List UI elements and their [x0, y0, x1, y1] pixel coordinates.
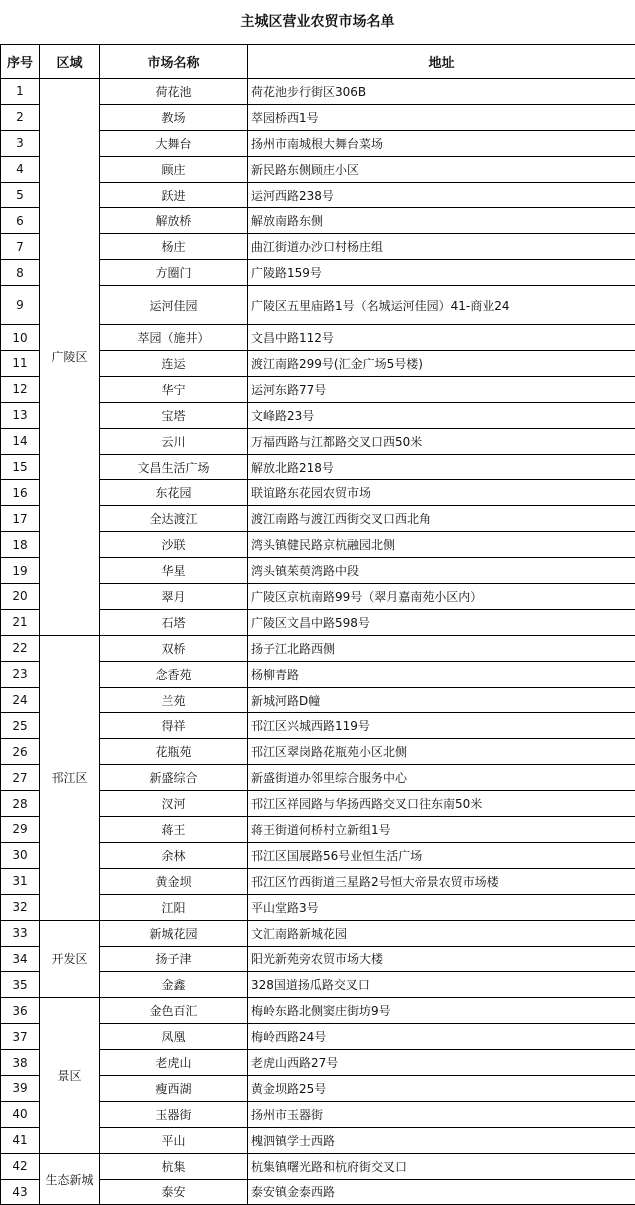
market-name: 教场 [100, 104, 248, 130]
market-address: 黄金坝路25号 [248, 1075, 635, 1101]
market-address: 联谊路东花园农贸市场 [248, 480, 635, 506]
row-index: 18 [1, 532, 40, 558]
row-index: 38 [1, 1050, 40, 1076]
market-address: 广陵区五里庙路1号（名城运河佳园）41-商业24 [248, 286, 635, 325]
market-address: 泰安镇金泰西路 [248, 1179, 635, 1205]
row-index: 5 [1, 182, 40, 208]
row-index: 32 [1, 894, 40, 920]
market-address: 万福西路与江都路交叉口西50米 [248, 428, 635, 454]
row-index: 30 [1, 842, 40, 868]
row-index: 33 [1, 920, 40, 946]
row-index: 4 [1, 156, 40, 182]
row-index: 16 [1, 480, 40, 506]
table-row [1, 79, 635, 105]
header-region: 区域 [40, 45, 100, 79]
row-index: 23 [1, 661, 40, 687]
row-index: 25 [1, 713, 40, 739]
market-address: 文峰路23号 [248, 402, 635, 428]
market-address: 广陵路159号 [248, 260, 635, 286]
row-index: 29 [1, 817, 40, 843]
market-name: 平山 [100, 1127, 248, 1153]
market-name: 余林 [100, 842, 248, 868]
market-name: 金色百汇 [100, 998, 248, 1024]
row-index: 3 [1, 130, 40, 156]
row-index: 1 [1, 79, 40, 105]
market-name: 东花园 [100, 480, 248, 506]
market-name: 得祥 [100, 713, 248, 739]
market-name: 江阳 [100, 894, 248, 920]
market-address: 解放南路东侧 [248, 208, 635, 234]
market-name: 运河佳园 [100, 286, 248, 325]
page-title: 主城区营业农贸市场名单 [0, 0, 635, 44]
market-table [0, 44, 635, 1205]
table-row [1, 920, 635, 946]
row-index: 20 [1, 584, 40, 610]
row-index: 21 [1, 609, 40, 635]
market-name: 石塔 [100, 609, 248, 635]
market-address: 平山堂路3号 [248, 894, 635, 920]
row-index: 7 [1, 234, 40, 260]
market-address: 运河西路238号 [248, 182, 635, 208]
market-address: 广陵区文昌中路598号 [248, 609, 635, 635]
market-address: 杨柳青路 [248, 661, 635, 687]
market-address: 新民路东侧顾庄小区 [248, 156, 635, 182]
row-index: 13 [1, 402, 40, 428]
market-address: 梅岭东路北侧窦庄街坊9号 [248, 998, 635, 1024]
market-name: 荷花池 [100, 79, 248, 105]
market-address: 萃园桥西1号 [248, 104, 635, 130]
row-index: 35 [1, 972, 40, 998]
row-index: 6 [1, 208, 40, 234]
market-name: 大舞台 [100, 130, 248, 156]
market-address: 运河东路77号 [248, 376, 635, 402]
row-index: 34 [1, 946, 40, 972]
market-address: 曲江街道办沙口村杨庄组 [248, 234, 635, 260]
market-name: 杭集 [100, 1153, 248, 1179]
market-name: 新盛综合 [100, 765, 248, 791]
region-cell: 景区 [40, 998, 100, 1153]
market-name: 顾庄 [100, 156, 248, 182]
market-name: 沙联 [100, 532, 248, 558]
market-name: 连运 [100, 351, 248, 377]
row-index: 14 [1, 428, 40, 454]
header-market-name: 市场名称 [100, 45, 248, 79]
market-address: 新城河路D幢 [248, 687, 635, 713]
row-index: 42 [1, 1153, 40, 1179]
market-address: 广陵区京杭南路99号（翠月嘉南苑小区内） [248, 584, 635, 610]
market-name: 汊河 [100, 791, 248, 817]
market-address: 渡江南路与渡江西街交叉口西北角 [248, 506, 635, 532]
row-index: 2 [1, 104, 40, 130]
row-index: 43 [1, 1179, 40, 1205]
market-address: 湾头镇茱萸湾路中段 [248, 558, 635, 584]
market-name: 云川 [100, 428, 248, 454]
row-index: 22 [1, 635, 40, 661]
row-index: 24 [1, 687, 40, 713]
market-address: 老虎山西路27号 [248, 1050, 635, 1076]
market-address: 邗江区祥园路与华扬西路交叉口往东南50米 [248, 791, 635, 817]
row-index: 37 [1, 1024, 40, 1050]
market-name: 跃进 [100, 182, 248, 208]
region-cell: 邗江区 [40, 635, 100, 920]
row-index: 8 [1, 260, 40, 286]
market-address: 文汇南路新城花园 [248, 920, 635, 946]
region-cell: 广陵区 [40, 79, 100, 636]
market-address: 湾头镇健民路京杭融园北侧 [248, 532, 635, 558]
row-index: 40 [1, 1101, 40, 1127]
row-index: 41 [1, 1127, 40, 1153]
table-row [1, 998, 635, 1024]
region-cell: 开发区 [40, 920, 100, 998]
market-address: 渡江南路299号(汇金广场5号楼) [248, 351, 635, 377]
market-name: 双桥 [100, 635, 248, 661]
row-index: 27 [1, 765, 40, 791]
row-index: 10 [1, 325, 40, 351]
market-name: 杨庄 [100, 234, 248, 260]
table-row [1, 635, 635, 661]
market-address: 文昌中路112号 [248, 325, 635, 351]
market-address: 邗江区兴城西路119号 [248, 713, 635, 739]
market-name: 凤凰 [100, 1024, 248, 1050]
market-address: 梅岭西路24号 [248, 1024, 635, 1050]
row-index: 39 [1, 1075, 40, 1101]
row-index: 26 [1, 739, 40, 765]
market-name: 金鑫 [100, 972, 248, 998]
table-body [1, 79, 635, 1205]
market-address: 槐泗镇学士西路 [248, 1127, 635, 1153]
market-name: 老虎山 [100, 1050, 248, 1076]
region-cell: 生态新城 [40, 1153, 100, 1205]
market-name: 解放桥 [100, 208, 248, 234]
market-name: 兰苑 [100, 687, 248, 713]
header-address: 地址 [248, 45, 635, 79]
market-name: 华宁 [100, 376, 248, 402]
market-address: 邗江区翠岗路花瓶苑小区北侧 [248, 739, 635, 765]
market-name: 花瓶苑 [100, 739, 248, 765]
market-address: 扬州市南城根大舞台菜场 [248, 130, 635, 156]
row-index: 31 [1, 868, 40, 894]
market-name: 华星 [100, 558, 248, 584]
row-index: 17 [1, 506, 40, 532]
header-index: 序号 [1, 45, 40, 79]
row-index: 9 [1, 286, 40, 325]
market-address: 解放北路218号 [248, 454, 635, 480]
market-name: 瘦西湖 [100, 1075, 248, 1101]
market-address: 蒋王街道何桥村立新组1号 [248, 817, 635, 843]
market-address: 扬州市玉器街 [248, 1101, 635, 1127]
market-name: 宝塔 [100, 402, 248, 428]
market-name: 黄金坝 [100, 868, 248, 894]
row-index: 12 [1, 376, 40, 402]
market-address: 杭集镇曙光路和杭府街交叉口 [248, 1153, 635, 1179]
market-name: 翠月 [100, 584, 248, 610]
market-name: 新城花园 [100, 920, 248, 946]
table-row [1, 1153, 635, 1179]
row-index: 15 [1, 454, 40, 480]
market-name: 念香苑 [100, 661, 248, 687]
market-name: 萃园（施井） [100, 325, 248, 351]
market-name: 文昌生活广场 [100, 454, 248, 480]
row-index: 19 [1, 558, 40, 584]
market-name: 蒋王 [100, 817, 248, 843]
row-index: 28 [1, 791, 40, 817]
market-address: 邗江区国展路56号业恒生活广场 [248, 842, 635, 868]
market-address: 328国道扬瓜路交叉口 [248, 972, 635, 998]
market-address: 新盛街道办邻里综合服务中心 [248, 765, 635, 791]
market-address: 阳光新苑旁农贸市场大楼 [248, 946, 635, 972]
market-address: 荷花池步行街区306B [248, 79, 635, 105]
market-address: 邗江区竹西街道三星路2号恒大帝景农贸市场楼 [248, 868, 635, 894]
market-name: 全达渡江 [100, 506, 248, 532]
row-index: 36 [1, 998, 40, 1024]
market-name: 方圈门 [100, 260, 248, 286]
market-name: 玉器街 [100, 1101, 248, 1127]
market-name: 泰安 [100, 1179, 248, 1205]
table-header-row [1, 45, 635, 79]
market-address: 扬子江北路西侧 [248, 635, 635, 661]
market-name: 扬子津 [100, 946, 248, 972]
row-index: 11 [1, 351, 40, 377]
